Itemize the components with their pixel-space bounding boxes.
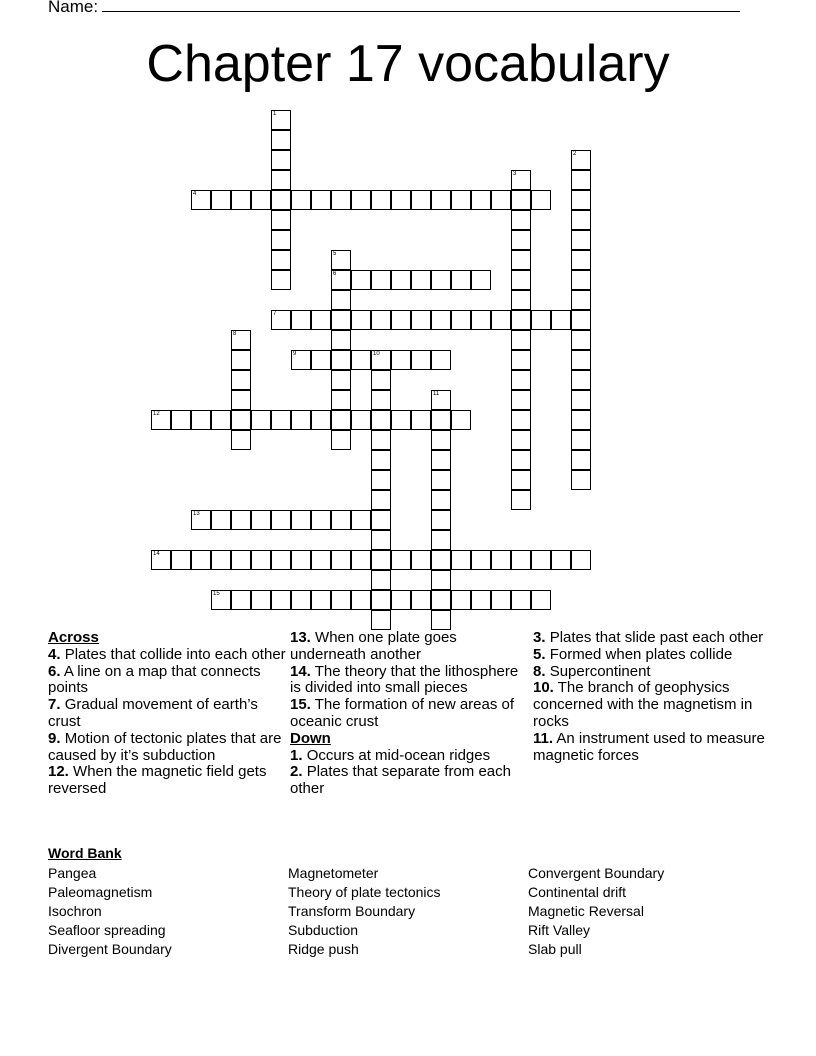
grid-cell[interactable]	[511, 270, 531, 290]
grid-cell[interactable]	[511, 190, 531, 210]
grid-cell[interactable]	[531, 190, 551, 210]
grid-cell[interactable]	[191, 550, 211, 570]
grid-cell[interactable]	[371, 190, 391, 210]
grid-cell[interactable]	[371, 530, 391, 550]
grid-cell[interactable]	[311, 410, 331, 430]
clue-across-14: 14. The theory that the lithosphere is divided into small pieces	[290, 662, 519, 697]
grid-cell[interactable]	[331, 410, 351, 430]
grid-cell[interactable]	[351, 350, 371, 370]
grid-cell[interactable]	[391, 350, 411, 370]
grid-cell[interactable]	[511, 390, 531, 410]
grid-cell[interactable]	[211, 410, 231, 430]
word-bank-item: Transform Boundary	[288, 903, 416, 919]
grid-cell[interactable]	[331, 290, 351, 310]
grid-cell[interactable]	[151, 410, 171, 430]
clue-across-9: 9. Motion of tectonic plates that are caused by it’s subduction	[48, 729, 282, 764]
across-heading: Across	[48, 629, 99, 646]
grid-cell[interactable]	[571, 350, 591, 370]
grid-cell[interactable]	[371, 470, 391, 490]
grid-cell[interactable]	[291, 410, 311, 430]
grid-cell[interactable]	[251, 410, 271, 430]
grid-cell[interactable]	[271, 230, 291, 250]
grid-cell[interactable]	[251, 550, 271, 570]
clue-number: 15	[213, 591, 220, 597]
word-bank-item: Continental drift	[528, 884, 627, 900]
grid-cell[interactable]	[391, 590, 411, 610]
grid-cell[interactable]	[311, 550, 331, 570]
grid-cell[interactable]	[231, 330, 251, 350]
grid-cell[interactable]	[331, 370, 351, 390]
grid-cell[interactable]	[471, 190, 491, 210]
grid-cell[interactable]	[511, 250, 531, 270]
clue-down-1: 1. Occurs at mid-ocean ridges	[290, 746, 491, 764]
grid-cell[interactable]	[211, 590, 231, 610]
grid-cell[interactable]	[191, 410, 211, 430]
grid-cell[interactable]	[571, 450, 591, 470]
clues-column-1	[48, 630, 286, 798]
grid-cell[interactable]	[311, 590, 331, 610]
grid-cell[interactable]	[371, 510, 391, 530]
grid-cell[interactable]	[171, 410, 191, 430]
grid-cell[interactable]	[351, 510, 371, 530]
grid-cell[interactable]	[431, 610, 451, 630]
grid-cell[interactable]	[231, 190, 251, 210]
word-bank-heading: Word Bank	[48, 845, 122, 861]
grid-cell[interactable]	[271, 270, 291, 290]
grid-cell[interactable]	[331, 350, 351, 370]
grid-cell[interactable]	[511, 430, 531, 450]
grid-cell[interactable]	[271, 510, 291, 530]
grid-cell[interactable]	[231, 550, 251, 570]
grid-cell[interactable]	[491, 550, 511, 570]
grid-cell[interactable]	[371, 310, 391, 330]
grid-cell[interactable]	[431, 390, 451, 410]
grid-cell[interactable]	[371, 590, 391, 610]
grid-cell[interactable]	[231, 430, 251, 450]
grid-cell[interactable]	[331, 510, 351, 530]
word-bank-item: Magnetic Reversal	[528, 903, 644, 919]
clue-number: 8	[233, 331, 237, 337]
grid-cell[interactable]	[511, 210, 531, 230]
grid-cell[interactable]	[331, 430, 351, 450]
grid-cell[interactable]	[231, 370, 251, 390]
grid-cell[interactable]	[411, 190, 431, 210]
grid-cell[interactable]	[211, 190, 231, 210]
grid-cell[interactable]	[471, 310, 491, 330]
grid-cell[interactable]	[371, 350, 391, 370]
grid-cell[interactable]	[291, 190, 311, 210]
grid-cell[interactable]	[271, 210, 291, 230]
grid-cell[interactable]	[231, 510, 251, 530]
grid-cell[interactable]	[451, 190, 471, 210]
grid-cell[interactable]	[511, 490, 531, 510]
grid-cell[interactable]	[271, 170, 291, 190]
grid-cell[interactable]	[351, 310, 371, 330]
grid-cell[interactable]	[571, 470, 591, 490]
grid-cell[interactable]	[571, 430, 591, 450]
grid-cell[interactable]	[411, 550, 431, 570]
clue-number: 12	[153, 411, 160, 417]
grid-cell[interactable]	[471, 550, 491, 570]
grid-cell[interactable]	[571, 290, 591, 310]
grid-cell[interactable]	[251, 190, 271, 210]
clue-number: 7	[273, 311, 277, 317]
clue-number: 14	[153, 551, 160, 557]
grid-cell[interactable]	[431, 190, 451, 210]
grid-cell[interactable]	[511, 170, 531, 190]
grid-cell[interactable]	[431, 450, 451, 470]
grid-cell[interactable]	[511, 350, 531, 370]
grid-cell[interactable]	[351, 550, 371, 570]
grid-cell[interactable]	[531, 310, 551, 330]
grid-cell[interactable]	[491, 590, 511, 610]
word-bank-column-3	[528, 864, 664, 959]
grid-cell[interactable]	[411, 350, 431, 370]
word-bank-item: Ridge push	[288, 941, 359, 957]
grid-cell[interactable]	[331, 310, 351, 330]
grid-cell[interactable]	[351, 190, 371, 210]
clue-across-12: 12. When the magnetic field gets reversed	[48, 763, 267, 798]
clue-down-11: 11. An instrument used to measure magnetic forces	[533, 729, 765, 764]
grid-cell[interactable]	[331, 190, 351, 210]
grid-cell[interactable]	[431, 410, 451, 430]
grid-cell[interactable]	[291, 310, 311, 330]
clue-across-4: 4. Plates that collide into each other	[48, 645, 286, 663]
grid-cell[interactable]	[191, 510, 211, 530]
grid-cell[interactable]	[271, 110, 291, 130]
grid-cell[interactable]	[571, 550, 591, 570]
grid-cell[interactable]	[571, 210, 591, 230]
grid-cell[interactable]	[511, 290, 531, 310]
grid-cell[interactable]	[511, 550, 531, 570]
grid-cell[interactable]	[231, 410, 251, 430]
grid-cell[interactable]	[291, 510, 311, 530]
grid-cell[interactable]	[511, 450, 531, 470]
grid-cell[interactable]	[371, 390, 391, 410]
page-title: Chapter 17 vocabulary	[146, 35, 670, 93]
grid-cell[interactable]	[431, 430, 451, 450]
word-bank-item: Slab pull	[528, 941, 582, 957]
grid-cell[interactable]	[231, 590, 251, 610]
clue-across-13: 13. When one plate goes underneath another	[290, 629, 457, 663]
grid-cell[interactable]	[571, 230, 591, 250]
grid-cell[interactable]	[511, 410, 531, 430]
grid-cell[interactable]	[431, 550, 451, 570]
down-heading: Down	[290, 729, 331, 747]
grid-cell[interactable]	[431, 510, 451, 530]
grid-cell[interactable]	[231, 390, 251, 410]
clues-column-2	[290, 630, 526, 798]
grid-cell[interactable]	[411, 590, 431, 610]
word-bank-column-2	[288, 864, 441, 959]
grid-cell[interactable]	[571, 190, 591, 210]
grid-cell[interactable]	[311, 190, 331, 210]
clues-column-3	[533, 630, 768, 764]
word-bank-item: Seafloor spreading	[48, 922, 166, 938]
grid-cell[interactable]	[431, 590, 451, 610]
clue-number: 9	[293, 351, 297, 357]
grid-cell[interactable]	[411, 410, 431, 430]
grid-cell[interactable]	[571, 410, 591, 430]
grid-cell[interactable]	[311, 350, 331, 370]
grid-cell[interactable]	[571, 330, 591, 350]
clue-down-8: 8. Supercontinent	[533, 662, 651, 680]
grid-cell[interactable]	[431, 310, 451, 330]
clue-number: 13	[193, 511, 200, 517]
grid-cell[interactable]	[251, 510, 271, 530]
grid-cell[interactable]	[491, 190, 511, 210]
clue-number: 10	[373, 351, 380, 357]
grid-cell[interactable]	[431, 570, 451, 590]
grid-cell[interactable]	[491, 310, 511, 330]
grid-cell[interactable]	[571, 250, 591, 270]
grid-cell[interactable]	[331, 550, 351, 570]
grid-cell[interactable]	[151, 550, 171, 570]
word-bank-item: Theory of plate tectonics	[288, 884, 441, 900]
grid-cell[interactable]	[211, 550, 231, 570]
word-bank-item: Pangea	[48, 865, 97, 881]
grid-cell[interactable]	[371, 550, 391, 570]
grid-cell[interactable]	[451, 270, 471, 290]
word-bank-item: Subduction	[288, 922, 359, 938]
grid-cell[interactable]	[371, 570, 391, 590]
grid-cell[interactable]	[551, 310, 571, 330]
grid-cell[interactable]	[271, 410, 291, 430]
grid-cell[interactable]	[271, 190, 291, 210]
grid-cell[interactable]	[451, 410, 471, 430]
grid-cell[interactable]	[311, 310, 331, 330]
grid-cell[interactable]	[511, 230, 531, 250]
grid-cell[interactable]	[511, 370, 531, 390]
grid-cell[interactable]	[471, 270, 491, 290]
grid-cell[interactable]	[391, 190, 411, 210]
grid-cell[interactable]	[551, 550, 571, 570]
grid-cell[interactable]	[391, 310, 411, 330]
clue-down-3: 3. Plates that slide past each other	[533, 629, 764, 646]
grid-cell[interactable]	[291, 350, 311, 370]
grid-cell[interactable]	[371, 370, 391, 390]
clue-number: 11	[433, 391, 440, 397]
clue-number: 1	[273, 111, 277, 117]
clue-down-2: 2. Plates that separate from each other	[290, 763, 511, 798]
grid-cell[interactable]	[251, 590, 271, 610]
grid-cell[interactable]	[471, 590, 491, 610]
clue-down-5: 5. Formed when plates collide	[533, 645, 733, 663]
grid-cell[interactable]	[191, 190, 211, 210]
grid-cell[interactable]	[271, 550, 291, 570]
grid-cell[interactable]	[331, 590, 351, 610]
word-bank-item: Isochron	[48, 903, 102, 919]
grid-cell[interactable]	[331, 250, 351, 270]
grid-cell[interactable]	[171, 550, 191, 570]
grid-cell[interactable]	[511, 470, 531, 490]
grid-cell[interactable]	[431, 350, 451, 370]
clue-across-15: 15. The formation of new areas of oceanic crust	[290, 696, 515, 730]
grid-cell[interactable]	[411, 310, 431, 330]
word-bank-item: Paleomagnetism	[48, 884, 153, 900]
clue-number: 4	[193, 191, 197, 197]
grid-cell[interactable]	[371, 610, 391, 630]
grid-cell[interactable]	[451, 310, 471, 330]
grid-cell[interactable]	[451, 550, 471, 570]
grid-cell[interactable]	[331, 330, 351, 350]
grid-cell[interactable]	[271, 590, 291, 610]
word-bank-item: Divergent Boundary	[48, 941, 172, 957]
grid-cell[interactable]	[511, 590, 531, 610]
grid-cell[interactable]	[511, 330, 531, 350]
grid-cell[interactable]	[391, 270, 411, 290]
word-bank-item: Rift Valley	[528, 922, 590, 938]
grid-cell[interactable]	[351, 410, 371, 430]
clue-across-7: 7. Gradual movement of earth’s crust	[48, 696, 258, 730]
grid-cell[interactable]	[431, 490, 451, 510]
grid-cell[interactable]	[431, 530, 451, 550]
grid-cell[interactable]	[351, 270, 371, 290]
grid-cell[interactable]	[571, 310, 591, 330]
clue-number: 2	[573, 151, 577, 157]
grid-cell[interactable]	[371, 490, 391, 510]
grid-cell[interactable]	[431, 470, 451, 490]
grid-cell[interactable]	[331, 270, 351, 290]
grid-cell[interactable]	[291, 550, 311, 570]
grid-cell[interactable]	[431, 270, 451, 290]
word-bank-column-1	[48, 864, 172, 959]
grid-cell[interactable]	[451, 590, 471, 610]
grid-cell[interactable]	[391, 410, 411, 430]
grid-cell[interactable]	[371, 410, 391, 430]
grid-cell[interactable]	[511, 310, 531, 330]
grid-cell[interactable]	[291, 590, 311, 610]
grid-cell[interactable]	[571, 390, 591, 410]
clue-number: 5	[333, 251, 337, 257]
grid-cell[interactable]	[371, 430, 391, 450]
word-bank-item: Magnetometer	[288, 865, 379, 881]
grid-cell[interactable]	[391, 550, 411, 570]
clue-number: 6	[333, 271, 337, 277]
grid-cell[interactable]	[371, 450, 391, 470]
clue-number: 3	[513, 171, 517, 177]
grid-cell[interactable]	[571, 370, 591, 390]
grid-cell[interactable]	[571, 150, 591, 170]
grid-cell[interactable]	[311, 510, 331, 530]
grid-cell[interactable]	[531, 590, 551, 610]
grid-cell[interactable]	[411, 270, 431, 290]
name-label: Name:	[48, 0, 99, 16]
grid-cell[interactable]	[231, 350, 251, 370]
grid-cell[interactable]	[271, 130, 291, 150]
clue-down-10: 10. The branch of geophysics concerned with the magnetism in rocks	[533, 679, 753, 730]
grid-cell[interactable]	[531, 550, 551, 570]
grid-cell[interactable]	[351, 590, 371, 610]
grid-cell[interactable]	[571, 270, 591, 290]
clue-across-6: 6. A line on a map that connects points	[48, 662, 261, 697]
word-bank-item: Convergent Boundary	[528, 865, 665, 881]
grid-cell[interactable]	[331, 390, 351, 410]
grid-cell[interactable]	[371, 270, 391, 290]
grid-cell[interactable]	[271, 310, 291, 330]
grid-cell[interactable]	[211, 510, 231, 530]
grid-cell[interactable]	[571, 170, 591, 190]
grid-cell[interactable]	[271, 250, 291, 270]
grid-cell[interactable]	[271, 150, 291, 170]
